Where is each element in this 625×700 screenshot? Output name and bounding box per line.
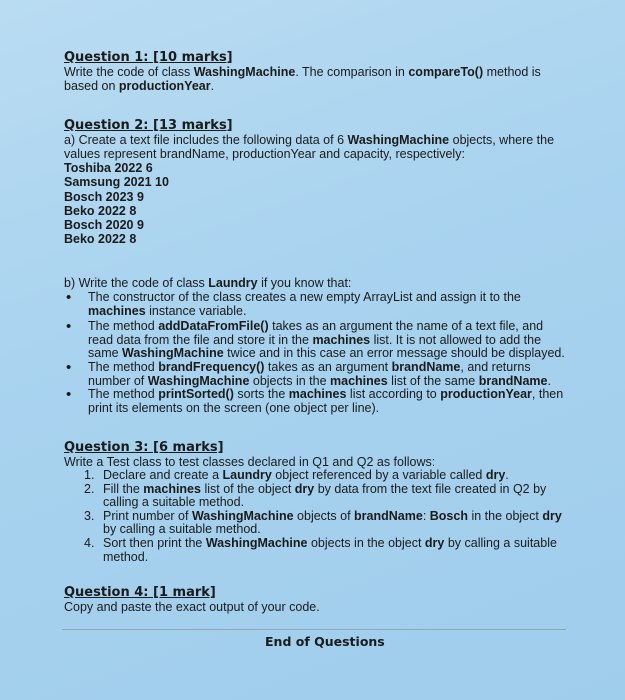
step-item: 4. Sort then print the WashingMachine objects in the object dry by calling a suitable method.	[84, 535, 557, 564]
question-4	[64, 585, 594, 614]
question-2b-intro: b) Write the code of class Laundry if you know that:	[64, 276, 352, 290]
question-1	[64, 50, 594, 93]
bullet-item: • The method addDataFromFile() takes as an argument the name of a text file, and read data from the file and store it in the machines list. It is not allowed to add the same WashingMachine twice and in this case an error message should be displayed.	[66, 320, 584, 361]
question-1-line-1: Write the code of class WashingMachine. The comparison in compareTo() method is	[64, 65, 541, 79]
question-3-steps	[64, 469, 594, 564]
question-4-heading: Question 4: [1 mark]	[64, 585, 216, 600]
step-item: 3. Print number of WashingMachine objects of brandName: Bosch in the object dry by calling a suitable method.	[84, 508, 562, 537]
divider	[62, 629, 566, 630]
question-1-heading: Question 1: [10 marks]	[64, 50, 233, 65]
question-2a-line-1: a) Create a text file includes the following data of 6 WashingMachine objects, where the	[64, 133, 555, 147]
question-3-heading: Question 3: [6 marks]	[64, 440, 224, 455]
end-of-questions: End of Questions	[265, 634, 385, 649]
data-line: Beko 2022 8	[64, 203, 137, 218]
question-4-text: Copy and paste the exact output of your code.	[64, 600, 320, 614]
data-line: Bosch 2020 9	[64, 218, 144, 233]
question-2b-bullets	[66, 291, 584, 415]
question-2a-line-2: values represent brandName, productionYear and capacity, respectively:	[64, 147, 465, 161]
question-2b	[64, 276, 584, 415]
data-line: Samsung 2021 10	[64, 175, 169, 190]
data-line: Toshiba 2022 6	[64, 161, 153, 175]
data-line: Bosch 2023 9	[64, 189, 144, 204]
question-3	[64, 440, 594, 564]
bullet-item: • The constructor of the class creates a new empty ArrayList and assign it to the machines instance variable.	[66, 291, 584, 318]
data-line: Beko 2022 8	[64, 232, 137, 247]
question-1-line-2: based on productionYear.	[64, 79, 215, 93]
question-2-heading: Question 2: [13 marks]	[64, 118, 233, 133]
washing-machine-data-list	[64, 161, 594, 247]
question-3-intro: Write a Test class to test classes declared in Q1 and Q2 as follows:	[64, 455, 436, 469]
question-2	[64, 118, 594, 247]
step-item: 2. Fill the machines list of the object dry by data from the text file created in Q2 by calling a suitable method.	[84, 481, 547, 510]
bullet-item: • The method printSorted() sorts the machines list according to productionYear, then print its elements on the screen (one object per line).	[66, 388, 584, 415]
step-item: 1. Declare and create a Laundry object referenced by a variable called dry.	[84, 468, 509, 482]
bullet-item: • The method brandFrequency() takes as an argument brandName, and returns number of WashingMachine objects in the machines list of the same brandName.	[66, 361, 584, 388]
